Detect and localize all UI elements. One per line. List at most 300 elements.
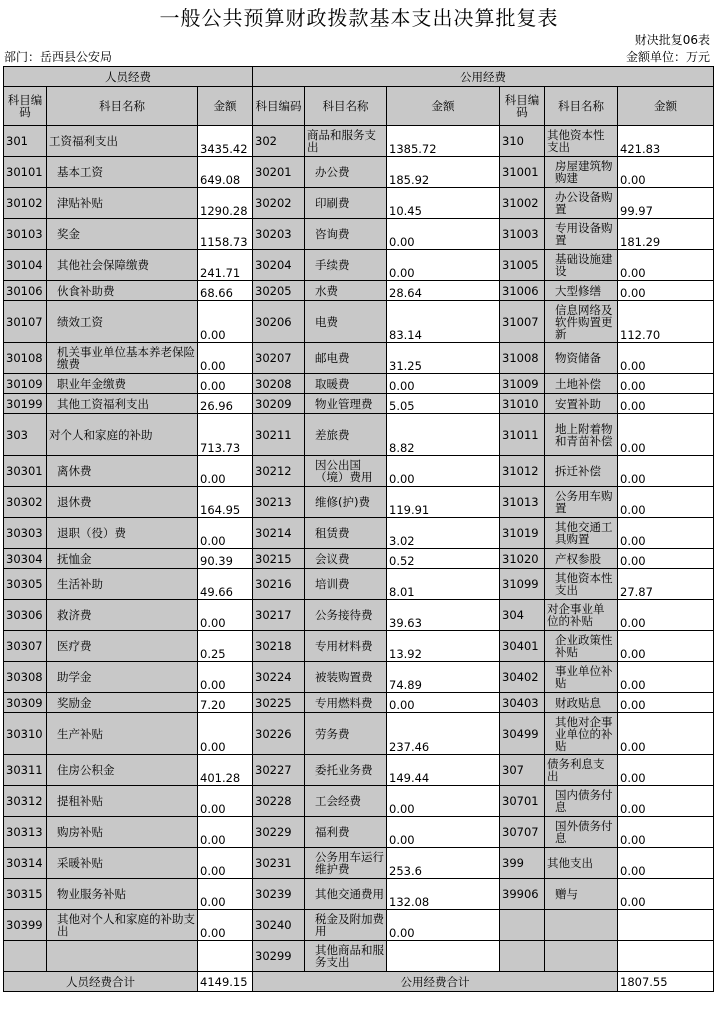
subject-name: 差旅费 [305,414,387,456]
subject-name: 伙食补助费 [47,281,198,301]
subject-code: 303 [4,414,47,456]
subject-code: 310 [500,126,545,157]
amount-cell: 0.00 [198,518,253,549]
subject-code: 399 [500,848,545,879]
amount-cell: 132.08 [387,879,500,910]
subject-name: 税金及附加费用 [305,910,387,941]
subject-name: 办公费 [305,157,387,188]
subject-code: 31002 [500,188,545,219]
subject-code: 304 [500,600,545,631]
subject-code: 30240 [253,910,305,941]
subject-code: 30306 [4,600,47,631]
amount-cell: 1290.28 [198,188,253,219]
table-row [4,910,714,941]
amount-cell: 0.00 [387,693,500,713]
subject-code: 30215 [253,549,305,569]
subject-name: 大型修缮 [545,281,618,301]
subject-name [47,941,198,972]
amount-cell: 0.00 [618,456,714,487]
subject-code: 30109 [4,374,47,394]
amount-cell: 0.00 [618,817,714,848]
subject-name: 被装购置费 [305,662,387,693]
amount-cell: 0.00 [198,713,253,755]
subject-code: 30499 [500,713,545,755]
subject-code: 30310 [4,713,47,755]
subject-code: 302 [253,126,305,157]
amount-cell: 0.00 [618,394,714,414]
subject-code: 31012 [500,456,545,487]
amount-cell: 164.95 [198,487,253,518]
subject-name: 会议费 [305,549,387,569]
table-row [4,786,714,817]
col-amount-header: 金额 [618,87,714,126]
table-row [4,755,714,786]
amount-cell: 0.00 [618,281,714,301]
subject-code: 30228 [253,786,305,817]
subject-code: 30108 [4,343,47,374]
table-row [4,301,714,343]
subject-name: 印刷费 [305,188,387,219]
amount-cell: 0.00 [618,343,714,374]
subject-name: 津贴补贴 [47,188,198,219]
subject-name: 其他交通费用 [305,879,387,910]
subject-name: 咨询费 [305,219,387,250]
subject-code: 30299 [253,941,305,972]
amount-cell: 421.83 [618,126,714,157]
amount-cell: 74.89 [387,662,500,693]
subject-code: 31011 [500,414,545,456]
report-title: 一般公共预算财政拨款基本支出决算批复表 [159,6,559,30]
table-row [4,549,714,569]
amount-cell: 0.00 [198,374,253,394]
subject-code: 30213 [253,487,305,518]
amount-cell: 0.00 [387,250,500,281]
col-amount-header: 金额 [387,87,500,126]
subject-name: 采暖补贴 [47,848,198,879]
amount-cell: 0.52 [387,549,500,569]
subject-name: 取暖费 [305,374,387,394]
table-row [4,343,714,374]
subject-code: 31001 [500,157,545,188]
subject-code: 30302 [4,487,47,518]
amount-cell: 0.00 [387,456,500,487]
subject-code: 30218 [253,631,305,662]
subject-code: 30402 [500,662,545,693]
amount-cell: 31.25 [387,343,500,374]
subject-code: 30207 [253,343,305,374]
subject-name: 抚恤金 [47,549,198,569]
amount-cell: 0.00 [618,549,714,569]
subject-code: 30199 [4,394,47,414]
subject-name: 手续费 [305,250,387,281]
table-row [4,456,714,487]
table-row [4,631,714,662]
subject-code: 30212 [253,456,305,487]
subject-name: 委托业务费 [305,755,387,786]
subject-name: 土地补偿 [545,374,618,394]
table-row [4,569,714,600]
subject-name: 事业单位补贴 [545,662,618,693]
amount-cell: 0.00 [387,219,500,250]
expenditure-table [3,66,714,992]
subject-name: 物资储备 [545,343,618,374]
table-row [4,817,714,848]
subject-name: 奖金 [47,219,198,250]
amount-cell: 0.00 [618,848,714,879]
amount-cell: 0.00 [198,910,253,941]
table-row [4,414,714,456]
amount-cell: 0.00 [198,600,253,631]
subject-name: 专用设备购置 [545,219,618,250]
amount-cell: 3.02 [387,518,500,549]
public-section-header: 公用经费 [253,67,714,87]
subject-code: 30227 [253,755,305,786]
subject-code [4,941,47,972]
subject-name: 地上附着物和青苗补偿 [545,414,618,456]
subject-code: 30226 [253,713,305,755]
subject-name: 因公出国（境）费用 [305,456,387,487]
col-amount-header: 金额 [198,87,253,126]
amount-cell: 0.00 [618,518,714,549]
subject-name: 生活补助 [47,569,198,600]
subject-code: 30314 [4,848,47,879]
subject-name: 生产补贴 [47,713,198,755]
subject-name: 对企事业单位的补贴 [545,600,618,631]
subject-code: 30403 [500,693,545,713]
subject-code: 31020 [500,549,545,569]
subject-code: 30225 [253,693,305,713]
subject-name: 退休费 [47,487,198,518]
subject-code: 30313 [4,817,47,848]
subject-code: 31009 [500,374,545,394]
table-row [4,157,714,188]
amount-cell: 0.00 [198,301,253,343]
amount-cell: 0.00 [618,755,714,786]
subject-name: 财政贴息 [545,693,618,713]
subject-code: 30312 [4,786,47,817]
public-total-value: 1807.55 [618,972,714,992]
table-row [4,600,714,631]
subject-name: 离休费 [47,456,198,487]
amount-cell: 0.00 [618,693,714,713]
subject-code: 30216 [253,569,305,600]
col-code-header: 科目编码 [4,87,47,126]
subject-code: 30209 [253,394,305,414]
amount-cell [618,910,714,941]
amount-cell: 10.45 [387,188,500,219]
amount-cell: 99.97 [618,188,714,219]
subject-code: 30401 [500,631,545,662]
subject-name: 国外债务付息 [545,817,618,848]
department-label: 部门：岳西县公安局 [4,50,113,64]
amount-cell: 0.00 [618,157,714,188]
subject-code: 30305 [4,569,47,600]
subject-name: 其他对企事业单位的补贴 [545,713,618,755]
subject-code: 30201 [253,157,305,188]
subject-name: 提租补贴 [47,786,198,817]
amount-cell: 5.05 [387,394,500,414]
subject-code: 30311 [4,755,47,786]
subject-code: 30211 [253,414,305,456]
subject-code: 30307 [4,631,47,662]
subject-code: 31007 [500,301,545,343]
subject-name: 国内债务付息 [545,786,618,817]
subject-code [500,910,545,941]
amount-cell: 26.96 [198,394,253,414]
subject-code: 30707 [500,817,545,848]
amount-cell: 149.44 [387,755,500,786]
amount-cell: 8.01 [387,569,500,600]
col-name-header: 科目名称 [47,87,198,126]
subject-code: 30214 [253,518,305,549]
subject-name: 商品和服务支出 [305,126,387,157]
col-name-header: 科目名称 [545,87,618,126]
subject-code: 30106 [4,281,47,301]
amount-cell: 0.00 [618,487,714,518]
subject-name: 退职（役）费 [47,518,198,549]
amount-cell: 0.00 [618,250,714,281]
amount-unit-label: 金额单位：万元 [625,50,710,64]
amount-cell: 237.46 [387,713,500,755]
subject-name: 债务利息支出 [545,755,618,786]
subject-name: 公务用车购置 [545,487,618,518]
table-row [4,126,714,157]
subject-name: 工资福利支出 [47,126,198,157]
subject-name: 机关事业单位基本养老保险缴费 [47,343,198,374]
subject-name: 医疗费 [47,631,198,662]
amount-cell: 0.00 [387,817,500,848]
subject-code: 30239 [253,879,305,910]
amount-cell: 49.66 [198,569,253,600]
amount-cell: 28.64 [387,281,500,301]
amount-cell: 83.14 [387,301,500,343]
personnel-total-value: 4149.15 [198,972,253,992]
subject-name: 绩效工资 [47,301,198,343]
subject-name: 其他社会保障缴费 [47,250,198,281]
amount-cell: 1385.72 [387,126,500,157]
amount-cell: 649.08 [198,157,253,188]
amount-cell: 112.70 [618,301,714,343]
table-row [4,848,714,879]
subject-code: 30315 [4,879,47,910]
subject-code: 30301 [4,456,47,487]
table-row [4,487,714,518]
table-row [4,188,714,219]
subject-name: 信息网络及软件购置更新 [545,301,618,343]
subject-code: 30102 [4,188,47,219]
subject-name: 福利费 [305,817,387,848]
amount-cell: 253.6 [387,848,500,879]
amount-cell: 13.92 [387,631,500,662]
amount-cell: 0.00 [387,374,500,394]
amount-cell: 0.25 [198,631,253,662]
subject-name: 产权参股 [545,549,618,569]
subject-name: 安置补助 [545,394,618,414]
amount-cell: 0.00 [198,817,253,848]
subject-code: 30701 [500,786,545,817]
subject-name: 邮电费 [305,343,387,374]
subject-name: 电费 [305,301,387,343]
subject-code: 307 [500,755,545,786]
amount-cell: 0.00 [618,414,714,456]
subject-name: 其他资本性支出 [545,569,618,600]
subject-name: 职业年金缴费 [47,374,198,394]
subject-name: 其他对个人和家庭的补助支出 [47,910,198,941]
amount-cell: 181.29 [618,219,714,250]
subject-name: 房屋建筑物购建 [545,157,618,188]
amount-cell: 119.91 [387,487,500,518]
subject-name: 奖励金 [47,693,198,713]
subject-name: 拆迁补偿 [545,456,618,487]
subject-name: 物业管理费 [305,394,387,414]
subject-name: 维修(护)费 [305,487,387,518]
amount-cell: 8.82 [387,414,500,456]
subject-code [500,941,545,972]
amount-cell: 0.00 [618,662,714,693]
subject-name: 培训费 [305,569,387,600]
subject-code: 31019 [500,518,545,549]
amount-cell: 7.20 [198,693,253,713]
subject-name: 水费 [305,281,387,301]
table-row [4,219,714,250]
subject-code: 30203 [253,219,305,250]
subject-code: 30202 [253,188,305,219]
subject-code: 30205 [253,281,305,301]
subject-name: 基础设施建设 [545,250,618,281]
amount-cell: 0.00 [618,600,714,631]
table-row [4,374,714,394]
subject-code: 30231 [253,848,305,879]
table-row [4,281,714,301]
subject-code: 30308 [4,662,47,693]
subject-code: 30208 [253,374,305,394]
subject-name: 企业政策性补贴 [545,631,618,662]
subject-code: 30399 [4,910,47,941]
subject-name: 劳务费 [305,713,387,755]
subject-code: 39906 [500,879,545,910]
subject-name [545,910,618,941]
subject-code: 30217 [253,600,305,631]
subject-name: 专用材料费 [305,631,387,662]
amount-cell: 185.92 [387,157,500,188]
subject-name: 办公设备购置 [545,188,618,219]
amount-cell: 0.00 [618,631,714,662]
subject-name: 基本工资 [47,157,198,188]
subject-code: 30204 [253,250,305,281]
amount-cell: 0.00 [387,786,500,817]
subject-code: 30303 [4,518,47,549]
amount-cell: 0.00 [198,848,253,879]
subject-name: 购房补贴 [47,817,198,848]
amount-cell: 0.00 [618,786,714,817]
subject-name: 工会经费 [305,786,387,817]
amount-cell: 0.00 [198,662,253,693]
subject-name: 其他资本性支出 [545,126,618,157]
amount-cell: 27.87 [618,569,714,600]
subject-name: 助学金 [47,662,198,693]
amount-cell: 0.00 [198,343,253,374]
amount-cell: 713.73 [198,414,253,456]
subject-name: 租赁费 [305,518,387,549]
amount-cell: 0.00 [618,713,714,755]
subject-code: 30229 [253,817,305,848]
subject-code: 30103 [4,219,47,250]
subject-name: 专用燃料费 [305,693,387,713]
subject-code: 30101 [4,157,47,188]
subject-code: 31005 [500,250,545,281]
amount-cell: 0.00 [198,456,253,487]
subject-name [545,941,618,972]
table-row [4,250,714,281]
col-code-header: 科目编码 [500,87,545,126]
subject-name: 公务接待费 [305,600,387,631]
subject-code: 31003 [500,219,545,250]
subject-code: 30107 [4,301,47,343]
amount-cell: 3435.42 [198,126,253,157]
amount-cell: 241.71 [198,250,253,281]
subject-name: 公务用车运行维护费 [305,848,387,879]
amount-cell: 0.00 [198,879,253,910]
subject-code: 31008 [500,343,545,374]
subject-code: 31010 [500,394,545,414]
col-code-header: 科目编码 [253,87,305,126]
amount-cell: 39.63 [387,600,500,631]
subject-name: 住房公积金 [47,755,198,786]
subject-name: 赠与 [545,879,618,910]
subject-code: 30104 [4,250,47,281]
subject-name: 对个人和家庭的补助 [47,414,198,456]
amount-cell [198,941,253,972]
table-row [4,394,714,414]
subject-code: 301 [4,126,47,157]
table-row [4,518,714,549]
subject-name: 物业服务补贴 [47,879,198,910]
form-number: 财决批复06表 [634,33,710,47]
public-total-label: 公用经费合计 [253,972,618,992]
table-row [4,713,714,755]
amount-cell: 68.66 [198,281,253,301]
table-row [4,879,714,910]
subject-code: 31099 [500,569,545,600]
amount-cell: 0.00 [387,910,500,941]
personnel-total-label: 人员经费合计 [4,972,198,992]
amount-cell: 90.39 [198,549,253,569]
table-row [4,662,714,693]
subject-name: 其他交通工具购置 [545,518,618,549]
amount-cell: 0.00 [198,786,253,817]
amount-cell [387,941,500,972]
amount-cell: 401.28 [198,755,253,786]
subject-code: 31013 [500,487,545,518]
subject-name: 其他工资福利支出 [47,394,198,414]
subject-code: 30206 [253,301,305,343]
subject-code: 30224 [253,662,305,693]
subject-code: 30309 [4,693,47,713]
amount-cell [618,941,714,972]
table-row [4,941,714,972]
amount-cell: 0.00 [618,374,714,394]
personnel-section-header: 人员经费 [4,67,253,87]
col-name-header: 科目名称 [305,87,387,126]
amount-cell: 0.00 [618,879,714,910]
table-row [4,693,714,713]
subject-name: 其他支出 [545,848,618,879]
subject-code: 31006 [500,281,545,301]
subject-code: 30304 [4,549,47,569]
subject-name: 其他商品和服务支出 [305,941,387,972]
amount-cell: 1158.73 [198,219,253,250]
subject-name: 救济费 [47,600,198,631]
